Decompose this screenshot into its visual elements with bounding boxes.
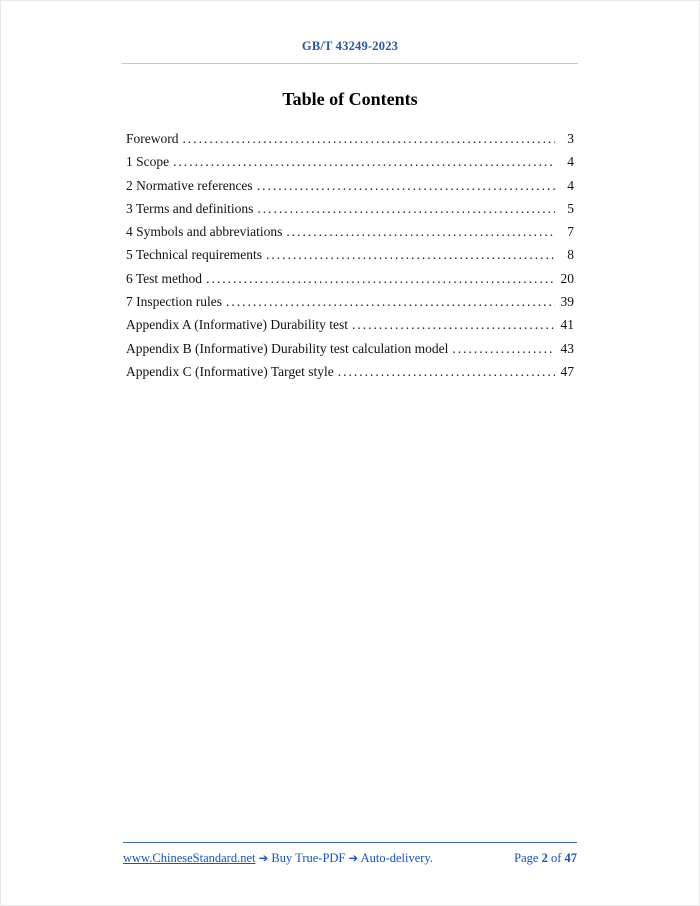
toc-entry-title: Appendix C (Informative) Target style bbox=[126, 363, 334, 379]
toc-entry-page: 4 bbox=[567, 154, 574, 170]
dot-leader bbox=[338, 364, 555, 380]
dot-leader bbox=[352, 317, 555, 333]
toc-entry[interactable] bbox=[126, 247, 574, 270]
of-label: of bbox=[550, 851, 562, 865]
toc-entry-page: 41 bbox=[560, 317, 574, 333]
dot-leader bbox=[257, 201, 555, 217]
toc-entry-title: Appendix B (Informative) Durability test calculation model bbox=[126, 340, 449, 356]
toc-entry[interactable] bbox=[126, 317, 574, 340]
page-label: Page bbox=[514, 851, 539, 865]
toc-entry[interactable] bbox=[126, 341, 574, 364]
toc-entry-title: 3 Terms and definitions bbox=[126, 200, 254, 216]
toc-entry[interactable] bbox=[126, 364, 574, 387]
footer-links bbox=[123, 851, 433, 866]
toc-entry[interactable] bbox=[126, 131, 574, 154]
dot-leader bbox=[266, 247, 555, 263]
current-page-number: 2 bbox=[541, 851, 548, 865]
toc-entry[interactable] bbox=[126, 201, 574, 224]
arrow-icon: ➔ bbox=[258, 851, 269, 865]
page-indicator bbox=[514, 851, 577, 866]
buy-true-pdf-label: Buy True-PDF bbox=[271, 851, 346, 865]
page-footer bbox=[123, 842, 577, 866]
toc-entry-page: 47 bbox=[560, 363, 574, 379]
toc-entry[interactable] bbox=[126, 224, 574, 247]
toc-entry-title: Foreword bbox=[126, 131, 179, 146]
dot-leader bbox=[286, 224, 555, 240]
auto-delivery-label: Auto-delivery. bbox=[360, 851, 434, 865]
toc-entry-title: 4 Symbols and abbreviations bbox=[126, 224, 283, 240]
dot-leader bbox=[206, 271, 555, 287]
page-title: Table of Contents bbox=[282, 89, 418, 109]
toc-entry[interactable] bbox=[126, 154, 574, 177]
total-page-number: 47 bbox=[564, 851, 577, 865]
toc-entry-page: 3 bbox=[567, 131, 574, 146]
toc-entry-title: 1 Scope bbox=[126, 154, 170, 170]
header-divider bbox=[122, 63, 578, 64]
toc-entry[interactable] bbox=[126, 271, 574, 294]
table-of-contents bbox=[126, 131, 574, 387]
toc-entry-title: 6 Test method bbox=[126, 270, 203, 286]
toc-entry-page: 5 bbox=[567, 200, 574, 216]
arrow-icon: ➔ bbox=[348, 851, 359, 865]
toc-entry[interactable] bbox=[126, 294, 574, 317]
dot-leader bbox=[257, 178, 555, 194]
dot-leader bbox=[173, 154, 555, 170]
toc-entry-title: 7 Inspection rules bbox=[126, 294, 222, 310]
dot-leader bbox=[452, 341, 555, 357]
dot-leader bbox=[183, 131, 556, 147]
website-link[interactable]: www.ChineseStandard.net bbox=[123, 851, 256, 865]
toc-entry-page: 4 bbox=[567, 177, 574, 193]
document-number: GB/T 43249-2023 bbox=[301, 39, 399, 53]
toc-entry-page: 7 bbox=[567, 224, 574, 240]
toc-entry-page: 39 bbox=[560, 294, 574, 310]
toc-entry[interactable] bbox=[126, 178, 574, 201]
toc-entry-page: 43 bbox=[560, 340, 574, 356]
toc-entry-page: 8 bbox=[567, 247, 574, 263]
toc-entry-title: Appendix A (Informative) Durability test bbox=[126, 317, 348, 333]
dot-leader bbox=[226, 294, 555, 310]
toc-entry-page: 20 bbox=[560, 270, 574, 286]
toc-entry-title: 5 Technical requirements bbox=[126, 247, 263, 263]
toc-entry-title: 2 Normative references bbox=[126, 177, 253, 193]
